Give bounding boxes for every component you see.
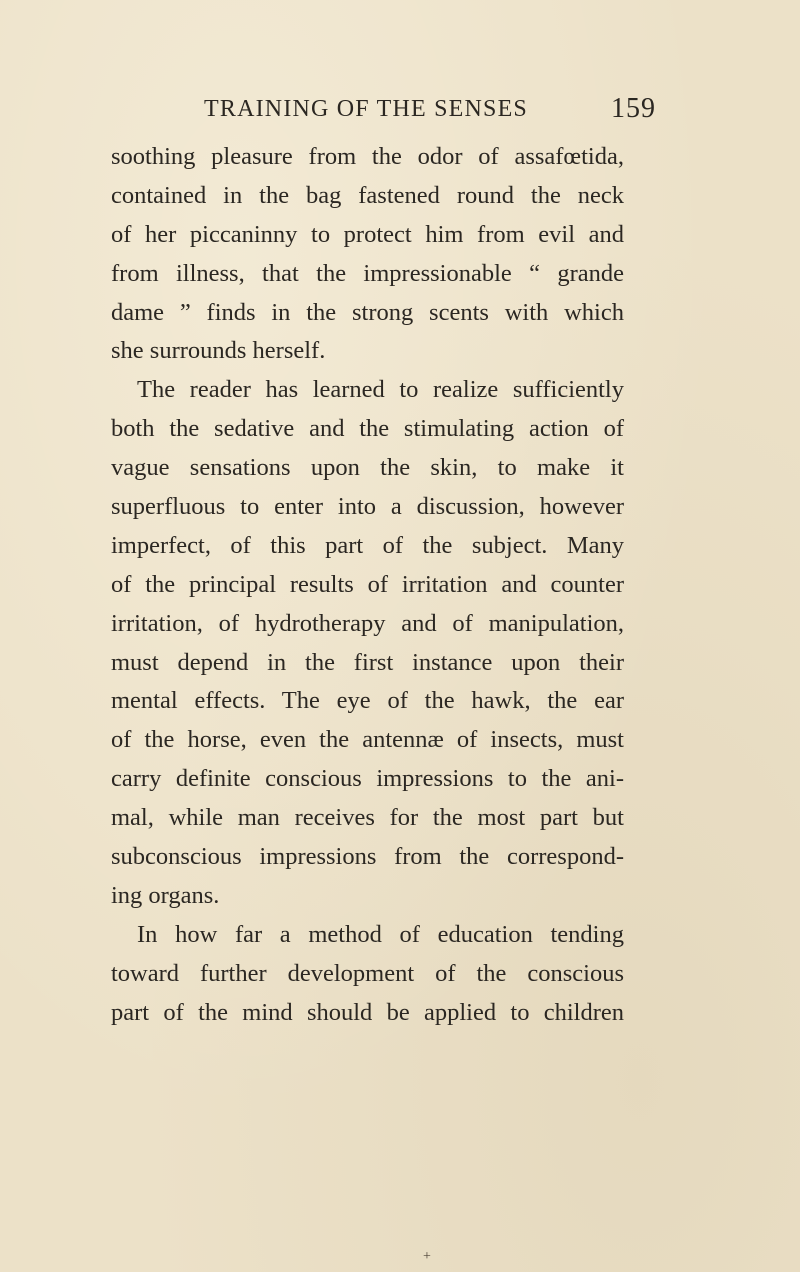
text-line: ing organs. — [111, 881, 220, 909]
text-line: vague sensations upon the skin, to make it — [111, 454, 624, 482]
text-line: subconscious impressions from the correspond- — [111, 843, 624, 871]
text-line: must depend in the first instance upon their — [111, 648, 624, 676]
running-head — [204, 92, 656, 126]
text-line: contained in the bag fastened round the neck — [111, 181, 624, 209]
text-line: of her piccaninny to protect him from evil and — [111, 220, 624, 248]
body-text — [111, 138, 624, 1032]
text-line: carry definite conscious impressions to the ani- — [111, 765, 624, 793]
text-line: of the horse, even the antennæ of insects, must — [111, 726, 624, 754]
page-number: 159 — [611, 93, 656, 124]
paragraph-start-line: The reader has learned to realize sufficiently — [137, 376, 624, 404]
text-line: toward further development of the conscious — [111, 959, 624, 987]
text-line: both the sedative and the stimulating action of — [111, 415, 624, 443]
text-line: she surrounds herself. — [111, 337, 326, 365]
text-line: dame ” finds in the strong scents with which — [111, 298, 624, 326]
text-line: mal, while man receives for the most part but — [111, 804, 624, 832]
text-line: from illness, that the impressionable “ grande — [111, 259, 624, 287]
paragraph-start-line: In how far a method of education tending — [137, 920, 624, 948]
text-line: imperfect, of this part of the subject. Many — [111, 531, 624, 559]
text-line: part of the mind should be applied to children — [111, 998, 624, 1026]
text-line: superfluous to enter into a discussion, however — [111, 493, 624, 521]
running-title: TRAINING OF THE SENSES — [204, 96, 528, 122]
text-line: of the principal results of irritation and counter — [111, 570, 624, 598]
text-line: soothing pleasure from the odor of assafœtida, — [111, 143, 624, 170]
text-line: mental effects. The eye of the hawk, the ear — [111, 687, 624, 715]
signature-mark: + — [423, 1249, 431, 1264]
text-line: irritation, of hydrotherapy and of manipulation, — [111, 609, 624, 637]
